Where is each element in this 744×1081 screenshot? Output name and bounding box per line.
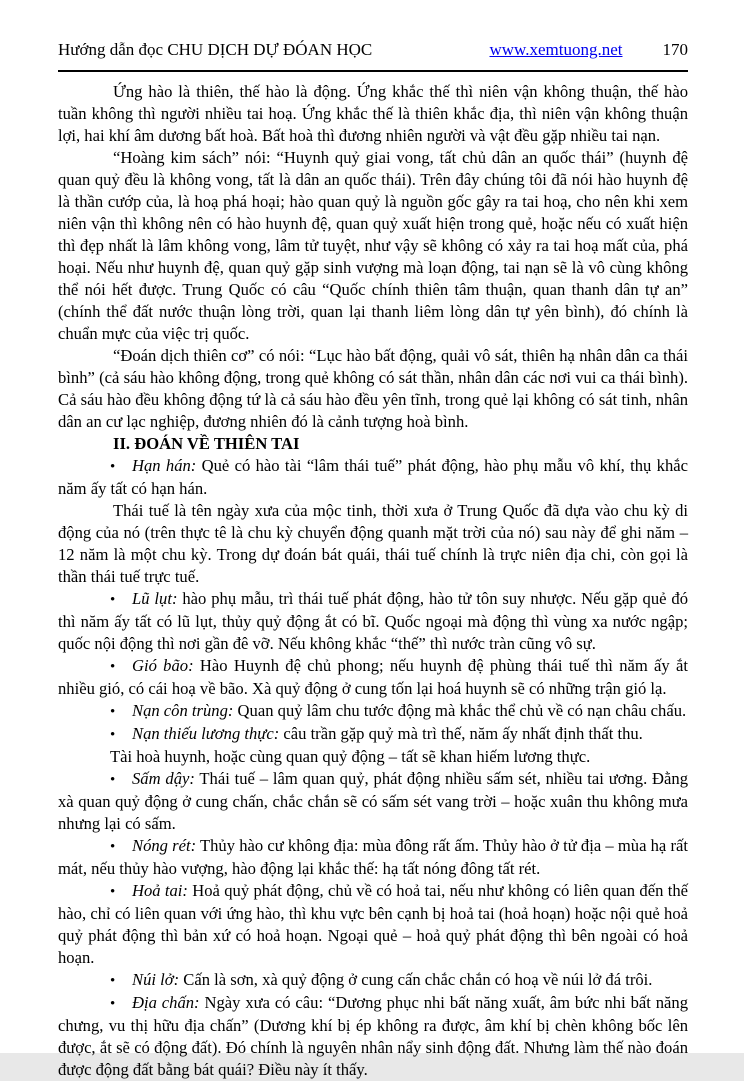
bullet-item [58, 588, 688, 655]
bullet-label: Hoả tai: [132, 881, 188, 900]
bullet-item [58, 835, 688, 880]
paragraph: Tài hoà huynh, hoặc cùng quan quỷ động – tất sẽ khan hiếm lương thực. [110, 747, 591, 766]
bullet-text: hào phụ mẫu, trì thái tuế phát động, hào tử tôn suy nhược. Nếu gặp quẻ đó thì năm ấy tất có lũ lụt, thủy quỷ động ắt có bĩ. Quốc ngoại mà động thì vùng xa nước ngập; quốc nội động thì nơi gần đê vỡ. Nếu không khắc “thế” thì nước tràn cũng vô sự. [58, 589, 689, 653]
page-number: 170 [662, 40, 688, 59]
header-rule [58, 70, 688, 72]
bullet-label: Sấm dậy: [132, 769, 195, 788]
bullet-label: Lũ lụt: [132, 589, 178, 608]
bullet-label: Hạn hán: [132, 456, 197, 475]
bullet-item [58, 455, 688, 500]
bullet-item [58, 969, 688, 992]
section-heading: II. ĐOÁN VỀ THIÊN TAI [113, 434, 300, 453]
bullet-icon: • [110, 839, 116, 855]
document-body [58, 81, 688, 1081]
bullet-text: Hào Huynh đệ chủ phong; nếu huynh đệ phùng thái tuế thì năm ấy ắt nhiều gió, có cái hoạ về bão. Xà quỷ động ở cung tốn lại hoá huynh sẽ có những trận gió lạ. [58, 656, 688, 698]
page-header [58, 40, 688, 60]
bullet-text: Thủy hào cư không địa: mùa đông rất ấm. Thủy hào ở tử địa – mùa hạ rất mát, nếu thủy hào vượng, hào động lại khắc thế: hạ tất nóng đông tất rét. [58, 836, 688, 878]
running-title: Hướng dẫn đọc CHU DỊCH DỰ ĐÓAN HỌC [58, 40, 373, 59]
paragraph: “Đoán dịch thiên cơ” có nói: “Lục hào bất động, quải vô sát, thiên hạ nhân dân ca thái bình” (cả sáu hào không động, trong quẻ không có sát thần, nhân dân các nơi vui ca thái bình). Cả sáu hào đều không động tứ là cả sáu hào đều yên tĩnh, trong quẻ lại không có sát tinh, nhân dân an cư lạc nghiệp, đương nhiên đó là cảnh tượng hoà bình. [58, 346, 688, 431]
bullet-icon: • [110, 772, 116, 788]
bullet-label: Nạn côn trùng: [132, 701, 234, 720]
bullet-item [58, 768, 688, 835]
bullet-text: Thái tuế – lâm quan quỷ, phát động nhiều sấm sét, nhiều tai ương. Đằng xà quan quỷ động ở cung chấn, chắc chắn sẽ có sấm sét vang trời – hoặc xuân thu không mưa nhưng lại có sấm. [58, 769, 688, 833]
bullet-icon: • [110, 727, 116, 743]
bullet-icon: • [110, 884, 116, 900]
bullet-icon: • [110, 592, 116, 608]
bullet-text: Cấn là sơn, xà quỷ động ở cung cấn chắc chắn có hoạ về núi lở đá trôi. [179, 970, 653, 989]
bullet-text: Ngày xưa có câu: “Dương phục nhi bất năng xuất, âm bức nhi bất năng chưng, vu thị hữu địa chấn” (Dương khí bị ép không ra được, âm khí bị chèn không bốc lên được, ắt sẽ có động đất). Đó chính là nguyên nhân nẩy sinh động đất. Nhưng làm thế nào đoán được động đất bằng bát quái? Điều này ít thấy. [58, 993, 688, 1079]
bullet-text: câu trần gặp quỷ mà trì thế, năm ấy nhất định thất thu. [279, 724, 643, 743]
bullet-label: Nạn thiếu lương thực: [132, 724, 280, 743]
website-link[interactable]: www.xemtuong.net [489, 40, 623, 59]
paragraph: “Hoàng kim sách” nói: “Huynh quỷ giai vong, tất chủ dân an quốc thái” (huynh đệ quan quỷ đều là không vong, tất là dân an quốc thái). Trên đây chúng tôi đã nói hào huynh đệ là thần cướp của, là hoạ phá hoại; hào quan quỷ là nguồn gốc gây ra tai hoạ, cho nên khi xem niên vận thì không nên có hào huynh đệ, quan quỷ xuất hiện trong quẻ, hoặc nếu có xuất hiện thì đẹp nhất là lâm không vong, lâm tử tuyệt, như vậy sẽ không có xảy ra tai hoạ mất của, phá hoại. Nếu như huynh đệ, quan quỷ gặp sinh vượng mà loạn động, tai nạn sẽ là vô cùng không thể nói hết được. Trung Quốc có câu “Quốc chính thiên tâm thuận, quan thanh dân tự an” (chính thể đất nước thuận lòng trời, quan lại thanh liêm lòng dân tự yên bình), đó chính là chuẩn mực của việc trị quốc. [58, 148, 688, 343]
bullet-item [58, 700, 688, 723]
paragraph: Ứng hào là thiên, thế hào là động. Ứng khắc thế thì niên vận không thuận, thế hào tuần không thì người nhiều tai hoạ. Ứng khắc thế là thiên khắc địa, thì niên vận không thuận lợi, hai khí âm dương bất hoà. Bất hoà thì đương nhiên người và vật đều gặp nhiều tai nạn. [58, 82, 688, 145]
bullet-label: Núi lở: [132, 970, 180, 989]
bullet-label: Địa chấn: [132, 993, 200, 1012]
bullet-label: Nóng rét: [132, 836, 197, 855]
bullet-icon: • [110, 973, 116, 989]
bullet-label: Gió bão: [132, 656, 194, 675]
bullet-item [58, 655, 688, 700]
bullet-text: Quan quỷ lâm chu tước động mà khắc thể chủ về có nạn châu chấu. [233, 701, 687, 720]
bullet-text: Quẻ có hào tài “lâm thái tuế” phát động, hào phụ mẫu vô khí, thụ khắc năm ấy tất có hạn hán. [58, 456, 688, 498]
bullet-icon: • [110, 996, 116, 1012]
bullet-item [58, 880, 688, 969]
bullet-icon: • [110, 459, 116, 475]
header-right [490, 40, 689, 60]
bullet-icon: • [110, 659, 116, 675]
bullet-item [58, 723, 688, 746]
bullet-text: Hoả quỷ phát động, chủ về có hoả tai, nếu như không có liên quan đến thế hào, chỉ có liên quan với ứng hào, thì khu vực bên cạnh bị hoả tai (hoả hoạn) hoặc nội quẻ hoả quỷ phát động thì bản xứ có hoả hoạn. Ngoại quẻ – hoả quỷ phát động thì bên ngoài có hoả hoạn. [58, 881, 688, 967]
bullet-item [58, 992, 688, 1081]
bullet-icon: • [110, 704, 116, 720]
paragraph: Thái tuế là tên ngày xưa của mộc tinh, thời xưa ở Trung Quốc đã dựa vào chu kỳ di động của nó (trên thực tê là chu kỳ chuyển động quanh mặt trời của nó) sau này để ghi năm – 12 năm là một chu kỳ. Trong dự đoán bát quái, thái tuế chính là trực niên địa chi, còn gọi là thần thái tuế trực tuế. [58, 501, 688, 586]
